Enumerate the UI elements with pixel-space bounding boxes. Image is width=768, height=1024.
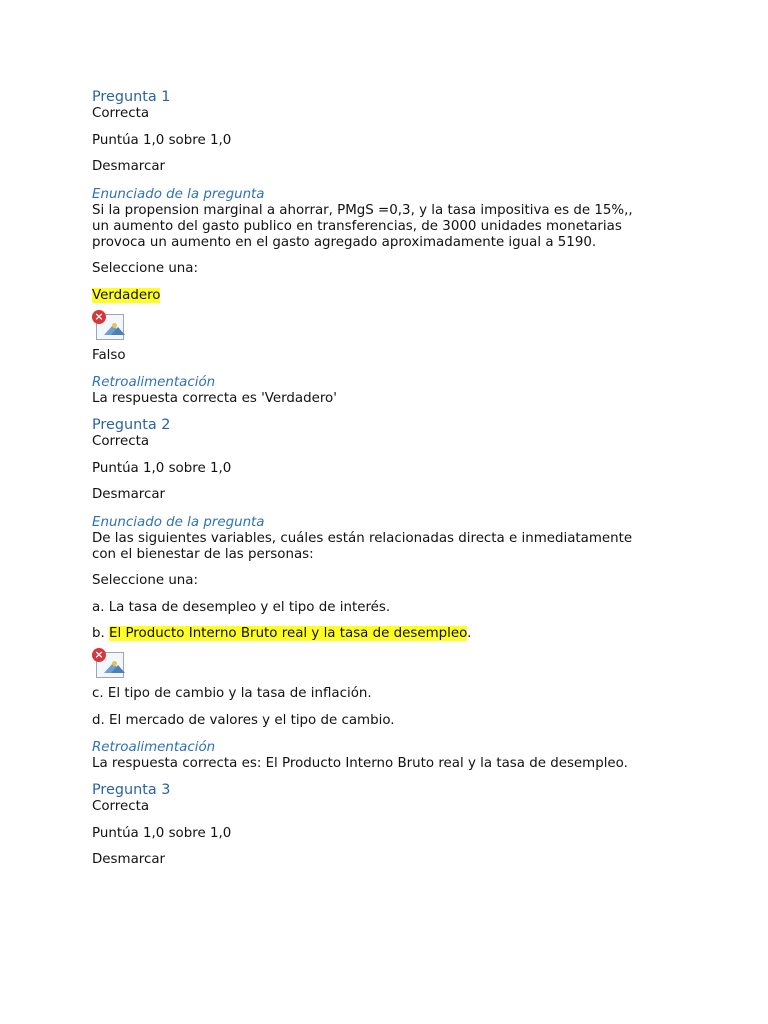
question-status: Correcta — [92, 106, 150, 121]
answer-option-true[interactable] — [92, 288, 692, 304]
answer-option-false[interactable]: Falso — [92, 347, 126, 363]
answer-option-c[interactable]: c. El tipo de cambio y la tasa de inflación. — [92, 686, 372, 701]
prompt-line: un aumento del gasto publico en transferencias, de 3000 unidades monetarias — [92, 218, 622, 234]
prompt-line: De las siguientes variables, cuáles están relacionadas directa e inmediatamente — [92, 530, 633, 546]
prompt-heading: Enunciado de la pregunta — [92, 514, 265, 530]
selected-answer: Verdadero — [92, 287, 161, 303]
question-score: Puntúa 1,0 sobre 1,0 — [92, 825, 232, 841]
broken-image-icon: × — [92, 310, 126, 340]
broken-image-icon: × — [92, 648, 126, 678]
selected-answer: El Producto Interno Bruto real y la tasa de desempleo — [109, 626, 468, 641]
option-letter: b. — [92, 626, 110, 641]
question-3 — [92, 781, 692, 868]
select-label: Seleccione una: — [92, 261, 199, 276]
question-2 — [92, 416, 692, 781]
question-status: Correcta — [92, 434, 150, 449]
question-1 — [92, 88, 692, 416]
unmark-link[interactable]: Desmarcar — [92, 852, 166, 867]
unmark-link[interactable]: Desmarcar — [92, 487, 166, 502]
question-score: Puntúa 1,0 sobre 1,0 — [92, 132, 232, 148]
select-label: Seleccione una: — [92, 573, 199, 588]
answer-option-d[interactable]: d. El mercado de valores y el tipo de cambio. — [92, 712, 395, 728]
feedback-text: La respuesta correcta es 'Verdadero' — [92, 391, 337, 406]
question-title: Pregunta 3 — [92, 782, 171, 798]
question-status: Correcta — [92, 799, 150, 814]
answer-option-a[interactable]: a. La tasa de desempleo y el tipo de interés. — [92, 599, 391, 615]
question-title: Pregunta 1 — [92, 89, 171, 105]
unmark-link[interactable]: Desmarcar — [92, 159, 166, 174]
prompt-line: Si la propension marginal a ahorrar, PMgS =0,3, y la tasa impositiva es de 15%,, — [92, 202, 633, 218]
question-title: Pregunta 2 — [92, 417, 171, 433]
prompt-line: con el bienestar de las personas: — [92, 546, 314, 562]
prompt-heading: Enunciado de la pregunta — [92, 186, 265, 202]
question-score: Puntúa 1,0 sobre 1,0 — [92, 460, 232, 476]
option-suffix: . — [467, 626, 472, 641]
feedback-text: La respuesta correcta es: El Producto Interno Bruto real y la tasa de desempleo. — [92, 756, 628, 771]
feedback-heading: Retroalimentación — [92, 740, 216, 755]
feedback-heading: Retroalimentación — [92, 375, 216, 390]
answer-option-b[interactable] — [92, 626, 692, 642]
prompt-line: provoca un aumento en el gasto agregado aproximadamente igual a 5190. — [92, 234, 597, 250]
